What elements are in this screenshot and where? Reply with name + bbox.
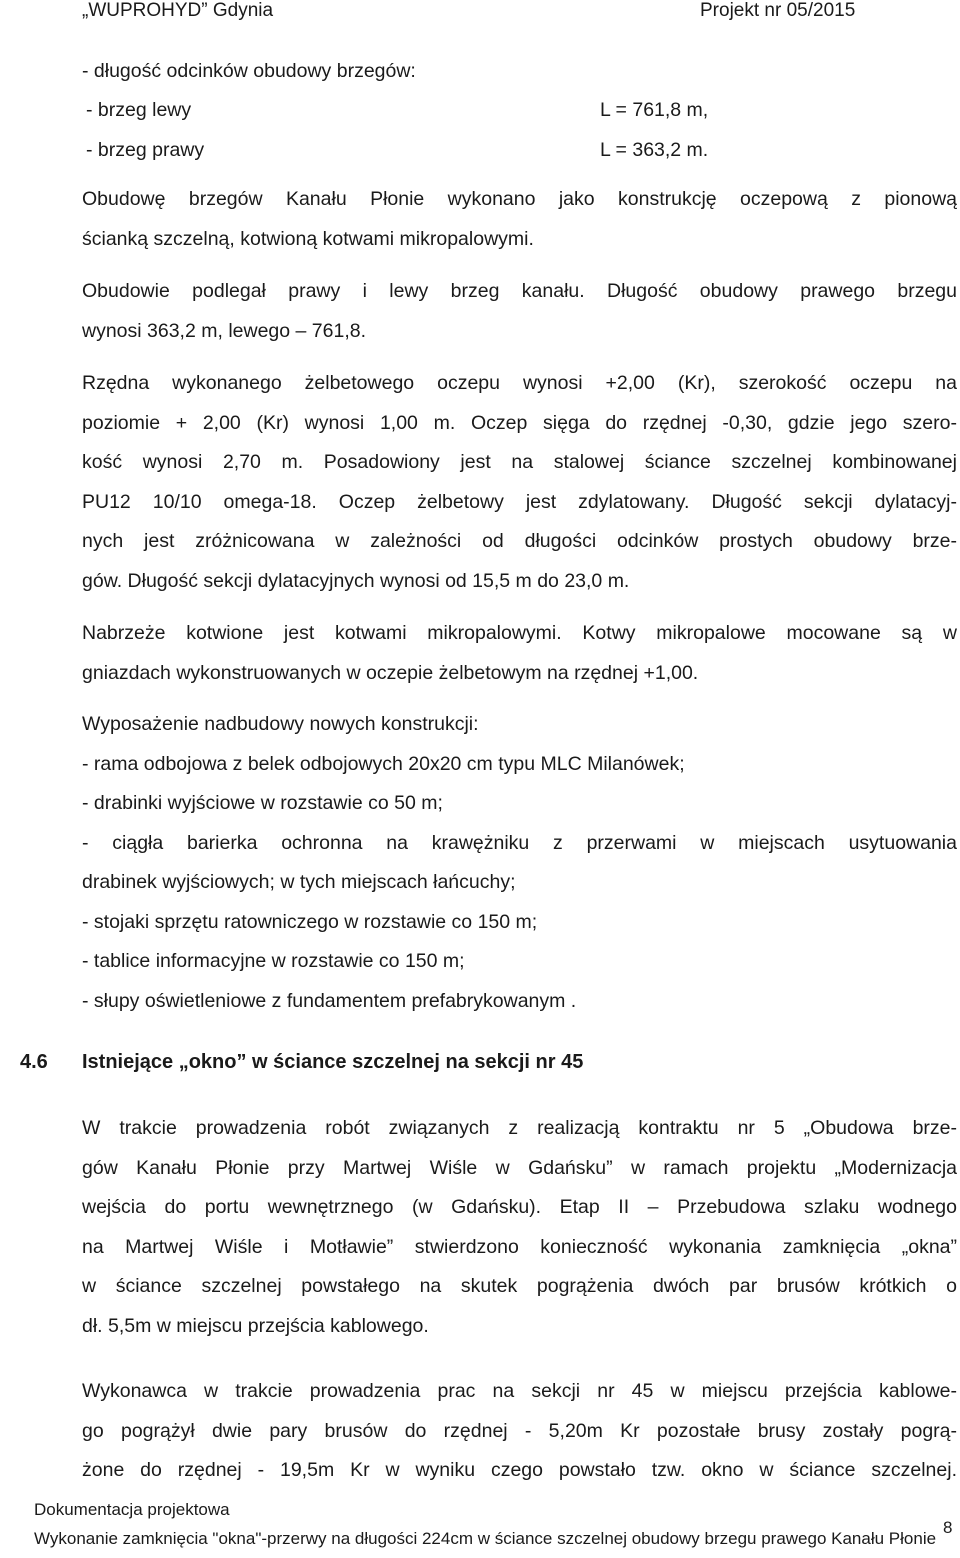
paragraph-line: go pogrążył dwie pary brusów do rzędnej - 5,20m Kr pozostałe brusy zostały pogrą-	[82, 1419, 957, 1442]
equipment-list	[82, 705, 957, 1021]
paragraph-line: Rzędna wykonanego żelbetowego oczepu wynosi +2,00 (Kr), szerokość oczepu na	[82, 372, 957, 394]
list-item: - ciągła barierka ochronna na krawężniku z przerwami w miejscach usytuowania	[82, 831, 957, 854]
paragraph-construction	[82, 180, 957, 259]
paragraph-line: nych jest zróżnicowana w zależności od długości odcinków prostych obudowy brze-	[82, 530, 957, 552]
paragraph-line: dł. 5,5m w miejscu przejścia kablowego.	[82, 1314, 429, 1337]
paragraph-line: żone do rzędnej - 19,5m Kr w wyniku czego powstało tzw. okno w ściance szczelnej.	[82, 1459, 957, 1481]
paragraph-contractor	[82, 1372, 957, 1491]
paragraph-line: w ściance szczelnej powstałego na skutek pogrążenia dwóch par brusów krótkich o	[82, 1275, 957, 1297]
paragraph-line: poziomie + 2,00 (Kr) wynosi 1,00 m. Oczep sięga do rzędnej -0,30, gdzie jego szero-	[82, 411, 957, 434]
paragraph-line: gniazdach wykonstruowanych w oczepie żelbetowym na rzędnej +1,00.	[82, 661, 699, 684]
paragraph-context	[82, 1109, 957, 1346]
paragraph-line: wejścia do portu wewnętrznego (w Gdańsku). Etap II – Przebudowa szlaku wodnego	[82, 1196, 957, 1218]
section-title: Istniejące „okno” w ściance szczelnej na sekcji nr 45	[82, 1051, 584, 1073]
paragraph-line: W trakcie prowadzenia robót związanych z realizacją kontraktu nr 5 „Obudowa brze-	[82, 1117, 957, 1139]
left-bank-label: - brzeg lewy	[86, 99, 192, 121]
footer-project-description: Wykonanie zamknięcia "okna"-przerwy na długości 224cm w ściance szczelnej obudowy brzegu prawego Kanału Płonie	[34, 1529, 937, 1548]
list-item: Wyposażenie nadbudowy nowych konstrukcji:	[82, 713, 479, 735]
paragraph-line: Obudowę brzegów Kanału Płonie wykonano jako konstrukcję oczepową z pionową	[82, 188, 957, 210]
list-item: - rama odbojowa z belek odbojowych 20x20 cm typu MLC Milanówek;	[82, 752, 685, 775]
page-number: 8	[943, 1518, 953, 1537]
right-bank-value: L = 363,2 m.	[600, 139, 709, 161]
paragraph-line: gów. Długość sekcji dylatacyjnych wynosi od 15,5 m do 23,0 m.	[82, 569, 630, 592]
list-item: - stojaki sprzętu ratowniczego w rozstawie co 150 m;	[82, 910, 538, 933]
header-company: „WUPROHYD” Gdynia	[82, 0, 274, 21]
paragraph-line: kość wynosi 2,70 m. Posadowiony jest na stalowej ściance szczelnej kombinowanej	[82, 451, 957, 473]
paragraph-line: Nabrzeże kotwione jest kotwami mikropalowymi. Kotwy mikropalowe mocowane są w	[82, 622, 957, 644]
paragraph-cap-beam	[82, 364, 957, 601]
paragraph-anchors	[82, 614, 957, 693]
paragraph-banks	[82, 272, 957, 351]
paragraph-line: wynosi 363,2 m, lewego – 761,8.	[82, 319, 367, 342]
paragraph-line: PU12 10/10 omega-18. Oczep żelbetowy jest zdylatowany. Długość sekcji dylatacyj-	[82, 490, 957, 513]
list-item: - słupy oświetleniowe z fundamentem prefabrykowanym .	[82, 989, 577, 1012]
lengths-title: - długość odcinków obudowy brzegów:	[82, 60, 416, 82]
footer-doc-title: Dokumentacja projektowa	[34, 1500, 230, 1519]
paragraph-line: Wykonawca w trakcie prowadzenia prac na sekcji nr 45 w miejscu przejścia kablowe-	[82, 1380, 957, 1402]
section-number: 4.6	[20, 1051, 48, 1073]
list-item: - tablice informacyjne w rozstawie co 150 m;	[82, 950, 465, 972]
list-item: drabinek wyjściowych; w tych miejscach łańcuchy;	[82, 871, 516, 893]
paragraph-line: Obudowie podlegał prawy i lewy brzeg kanału. Długość obudowy prawego brzegu	[82, 280, 957, 302]
left-bank-value: L = 761,8 m,	[600, 99, 709, 121]
paragraph-line: gów Kanału Płonie przy Martwej Wiśle w Gdańsku” w ramach projektu „Modernizacja	[82, 1156, 957, 1179]
paragraph-line: na Martwej Wiśle i Motławie” stwierdzono konieczność wykonania zamknięcia „okna”	[82, 1235, 957, 1258]
paragraph-line: ścianką szczelną, kotwioną kotwami mikropalowymi.	[82, 227, 534, 250]
list-item: - drabinki wyjściowe w rozstawie co 50 m;	[82, 792, 443, 814]
header-project-number: Projekt nr 05/2015	[700, 0, 856, 21]
right-bank-label: - brzeg prawy	[86, 139, 205, 161]
